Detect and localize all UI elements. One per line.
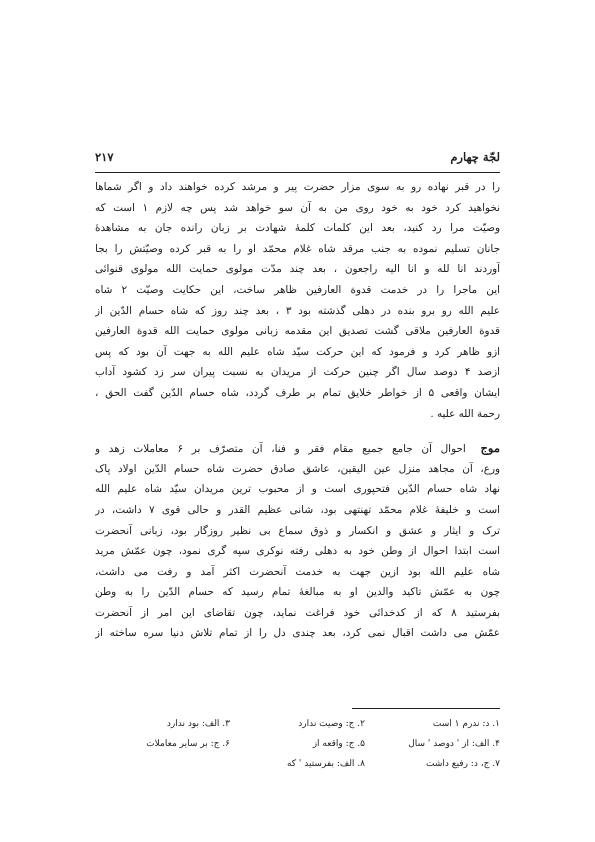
section-first-line-text: احوال آن جامع جمیع مقام فقر و فنا، آن متصرّف بر ۶ معاملات زهد و [95, 443, 466, 456]
body-line: علیم الله رو برو بنده در دهلی گذشته بود ۳ ، بعد چند روز که شاه حسام الدّین از [95, 304, 500, 317]
header-rule [95, 172, 500, 173]
footnote-row [95, 714, 500, 734]
running-title: لجّة چهارم [450, 150, 500, 164]
body-line: قدوة العارفین ملاقی گشت تصدیق این مقدمه زبانی مولوی حمایت الله قدوة العارفین [95, 325, 500, 338]
footnote: ۳. الف: بود ندارد [166, 719, 230, 729]
body-line: ایشان واقعی ۵ از خواطر خلایق تمام بر طرف گردد، شاه حسام الدّین گفت الحق ، [95, 386, 500, 399]
body-line: نخواهید کرد خود به خود روی من به آن سو خواهد شد پس چه لازم ۱ است که [95, 201, 500, 214]
page-header [95, 150, 500, 170]
body-line: جانان تسلیم نموده به جنب مرقد شاه غلام محمّد او را به قبر کرده وصیّتش را بجا [95, 242, 500, 255]
body-line: چون به عمّش تاکید والدین او به مبالغهٔ تمام رسید که حسام الدّین را به وطن [95, 586, 500, 599]
section-first-line [95, 438, 500, 459]
body-line: عمّش می داشت اقبال نمی کرد، بعد چندی دل را از تمام تلاش دنیا سره ساخته از [95, 627, 500, 640]
body-line: ترک و ایثار و عشق و انکسار و ذوق سماع بی نظیر روزگار بود، زبانی آنحضرت [95, 524, 500, 537]
footnote: ۲. ج: وصیت ندارد [298, 719, 365, 729]
footnote [95, 754, 230, 774]
body-line: رحمة الله علیه . [430, 407, 500, 420]
footnote: ۶. ج: بر سایر معاملات [146, 739, 230, 749]
section-heading-word: موج [480, 441, 500, 456]
footnote-row [95, 734, 500, 754]
footnote: ۸. الف: بفرستید ' که [286, 759, 365, 769]
page-number: ۲۱۷ [95, 150, 114, 164]
body-line: است ابتدا احوال از وطن خود به دهلی رفته نوکری سپه گری نمود، چون عمّش مرید [95, 545, 500, 558]
body-line: آوردند انا لله و انا الیه راجعون ، بعد چند مدّت مولوی حمایت الله مولوی قنوائی [95, 263, 500, 276]
body-line: ازصد ۴ دوصد سال اگر چنین حرکت از مریدان به نسبت پیران سر زد کشود آداب [95, 366, 500, 379]
body-line: نهاد شاه حسام الدّین فتحپوری است و از محبوب ترین مریدان سیّد شاه علیم الله [95, 483, 500, 496]
footnote: ۱. د: ندرم ۱ است [432, 719, 500, 729]
footnotes [95, 714, 500, 774]
footnote: ۴. الف: از ' دوصد ' سال [408, 739, 500, 749]
body-line: وصیّت مرا رد کنید، بعد این کلمات کلمهٔ شهادت بر زبان رانده جان به مشاهدهٔ [95, 222, 500, 235]
body-line: این ماجرا را در خدمت قدوة العارفین ظاهر ساخت، این حکایت وصیّت ۲ شاه [95, 283, 500, 296]
body-line: است و خلیفهٔ غلام محمّد تهنتهی بود، شانی عظیم القدر و حالی قوی ۷ داشت، در [95, 503, 500, 516]
body-line: شاه علیم الله بود ازین جهت به خدمت آنحضرت اکثر آمد و رفت می داشت، [95, 565, 500, 578]
body-line: را در قبر نهاده رو به سوی مزار حضرت پیر و مرشد کرده خواهند داد و اگر شماها [95, 181, 500, 193]
body-line: بفرستید ۸ که از کدخدائی خود فراغت نماید، چون تقاضای این امر از آنحضرت [95, 606, 500, 619]
body-line: ورع، آن مجاهد منزل عین الیقین، عاشق صادق حضرت شاه حسام الدّین اولاد پاک [95, 462, 500, 475]
paragraph-gap [95, 424, 500, 438]
body-text [95, 177, 500, 644]
footnote-row [95, 754, 500, 774]
footnote: ۵. ج: واقعه از [312, 739, 365, 749]
footnote: ۷. ج، د: رفیع داشت [426, 759, 500, 769]
footnote-rule [352, 708, 500, 709]
body-line: ازو ظاهر کرد و فرمود که این حرکت سیّد شاه علیم الله به جهت آن بود که پس [95, 345, 500, 358]
